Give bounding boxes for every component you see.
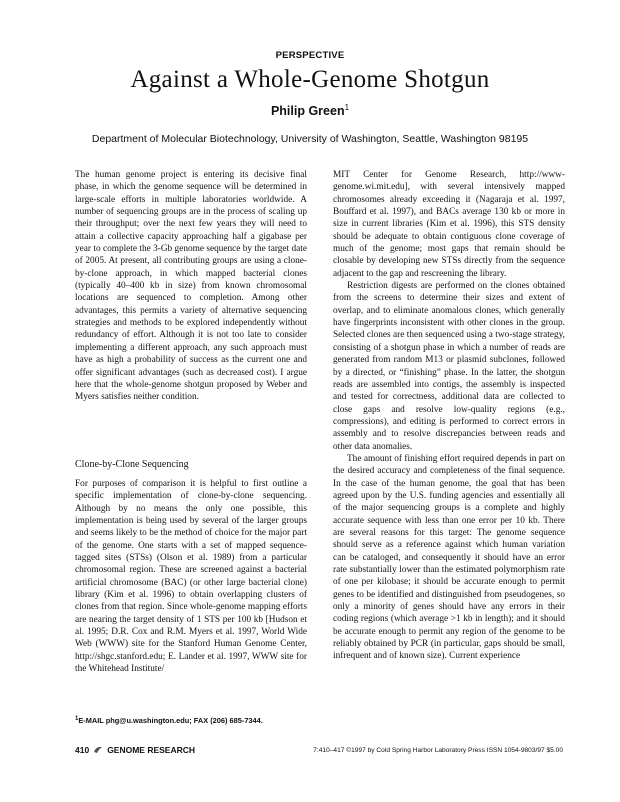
article-title: Against a Whole-Genome Shotgun (130, 66, 490, 93)
author-name: Philip Green (270, 104, 345, 118)
article-kicker: PERSPECTIVE (275, 50, 345, 61)
intro-paragraph: The human genome project is entering its decisive final phase, in which the genome sequence will be determined in large-scale efforts in multiple laboratories worldwide. A number of sequencing groups are in the process of scaling up their throughput; over the next few years they will need to attain a collective capacity approaching half a gigabase per year to complete the 3-Gb genome sequence by the target date of 2005. At present, all contributing groups are using a clone-by-clone approach, in which mapped bacterial clones (typically 40–400 kb in size) from known chromosomal locations are sequenced to completion. Among other advantages, this permits a variety of alternative sequencing strategies and methods to be explored independently without redundancy of effort. Although it is not too late to consider implementing a different approach, any such approach must have as high a probability of success as the current one and offer significant advantages (such as decreased cost). I argue here that the whole-genome shotgun proposed by Weber and Myers satisfies neither condition. (75, 170, 307, 403)
left-column-section (75, 478, 307, 676)
author-affiliation: Department of Molecular Biotechnology, University of Washington, Seattle, Washington 98195 (91, 133, 529, 145)
left-column-intro (75, 169, 307, 404)
footer-journal (75, 745, 195, 755)
author-footnote-marker: 1 (344, 103, 350, 112)
author-line (0, 103, 620, 118)
right-column (333, 169, 565, 663)
right-paragraph-1: MIT Center for Genome Research, http://www-genome.wi.mit.edu], with several intensively mapped chromosomes already exceeding it (Nagaraja et al. 1997, Bouffard et al. 1997), and BACs average 130 kb or more in size in current libraries (Kim et al. 1996), this STS density should be adequate to obtain contiguous clone coverage of much of the genome; most gaps that remain should be closable by developing new STSs directly from the sequence adjacent to the gap and rescreening the library. (333, 170, 565, 279)
author-footnote (75, 716, 263, 725)
journal-name: GENOME RESEARCH (107, 745, 196, 755)
genome-research-logo-icon (93, 746, 103, 754)
section-paragraph: For purposes of comparison it is helpful to first outline a specific implementation of clone-by-clone sequencing. Although by no means the only one possible, this implementation is being used by several of the larger groups and seems likely to be the method of choice for the major part of the genome. One starts with a set of mapped sequence-tagged sites (STSs) (Olson et al. 1989) from a particular chromosomal region. These are screened against a bacterial artificial chromosome (BAC) (or other large bacterial clone) library (Kim et al. 1996) to obtain overlapping clusters of clones from that region. Since whole-genome mapping efforts are nearing the target density of 1 STS per 100 kb [Hudson et al. 1995; D.R. Cox and R.M. Myers et al. 1997, World Wide Web (WWW) site for the Stanford Human Genome Center, http://shgc.stanford.edu; E. Lander et al. 1997, WWW site for the Whitehead Institute/ (75, 479, 307, 675)
right-paragraph-2: Restriction digests are performed on the clones obtained from the screens to determine their sizes and extent of overlap, and to eliminate anomalous clones, which generally have fingerprints inconsistent with other clones in the group. Selected clones are then sequenced using a two-stage strategy, consisting of a shotgun phase in which a number of reads are generated from random M13 or plasmid subclones, followed by a directed, or “finishing” phase. In the latter, the shotgun reads are assembled into contigs, the assembly is inspected and tested for correctness, additional data are collected to close gaps and resolve low-quality regions (e.g., compressions), and editing is performed to correct errors in assembly and to resolve discrepancies between reads and other data anomalies. (333, 281, 565, 452)
section-heading: Clone-by-Clone Sequencing (75, 459, 189, 470)
footer-citation: 7:410–417 ©1997 by Cold Spring Harbor Laboratory Press ISSN 1054-9803/97 $5.00 (313, 747, 563, 754)
footnote-text: E-MAIL phg@u.washington.edu; FAX (206) 685-7344. (78, 716, 263, 725)
footnote-marker: 1 (75, 716, 79, 722)
page-number: 410 (75, 745, 90, 755)
right-paragraph-3: The amount of finishing effort required depends in part on the desired accuracy and completeness of the final sequence. In the case of the human genome, the goal that has been agreed upon by the U.S. funding agencies and essentially all of the major sequencing groups is a complete and highly accurate sequence with less than one error per 10 kb. There are several reasons for this target: The genome sequence should serve as a reference against which human variation can be cataloged, and consequently it should have an error rate substantially lower than the estimated polymorphism rate of one per kilobase; it should be accurate enough to permit genes to be identified and distinguished from pseudogenes, so only a minority of genes should have any errors in their coding regions (which average >1 kb in length); and it should be accurate enough to permit any region of the genome to be reliably obtained by PCR (in particular, gaps should be small, infrequent and of known size). Current experience (333, 453, 565, 662)
